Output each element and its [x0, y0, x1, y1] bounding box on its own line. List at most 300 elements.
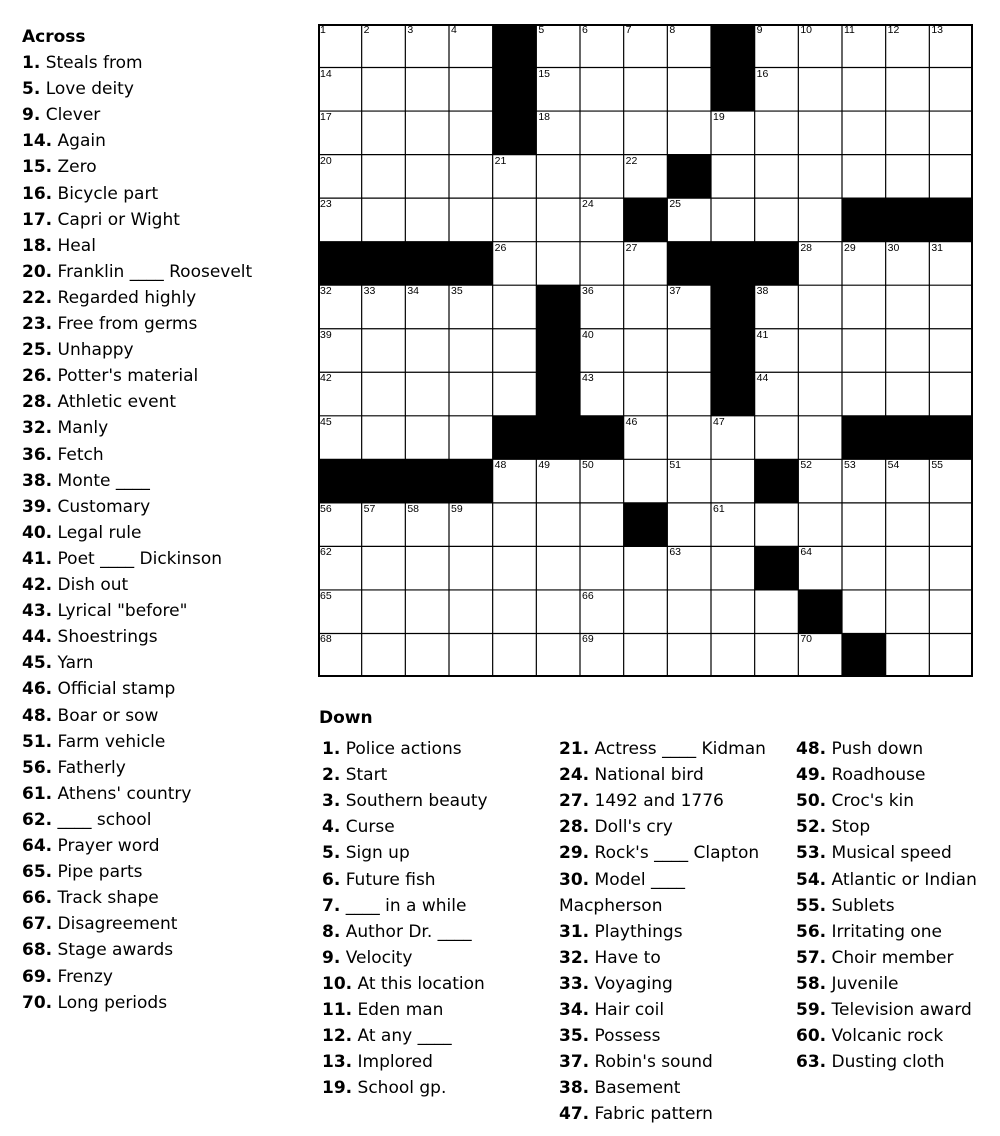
cell-number: 28: [800, 241, 813, 254]
cell-number: 13: [931, 24, 944, 36]
down-heading: Down: [319, 708, 373, 728]
clue-across: [22, 627, 158, 647]
clue-number: 56.: [22, 757, 53, 778]
clue-text: Start: [340, 765, 388, 786]
clue-number: 44.: [22, 627, 53, 648]
cell-number: 40: [582, 328, 594, 341]
clue-text: Poet ____ Dickinson: [52, 548, 223, 569]
clue-number: 67.: [22, 914, 53, 935]
clue-text: Actress ____ Kidman: [589, 739, 766, 759]
clue-number: 3.: [322, 791, 341, 812]
clue-number: 41.: [22, 548, 53, 569]
clue-number: 38.: [559, 1078, 590, 1099]
cell-number: 44: [756, 372, 769, 385]
clue-across: [22, 445, 104, 465]
clue-down-col3: [796, 922, 942, 942]
clue-text: Volcanic rock: [826, 1026, 944, 1047]
clue-number: 56.: [796, 921, 827, 942]
cell-number: 21: [494, 154, 507, 167]
clue-text: Potter's material: [52, 366, 199, 387]
clue-number: 53.: [796, 843, 827, 864]
cell-number: 68: [320, 633, 332, 646]
clue-down-col2: [559, 1000, 664, 1020]
cell-number: 19: [713, 111, 725, 124]
clue-number: 51.: [22, 731, 53, 752]
clue-number: 13.: [322, 1052, 353, 1073]
clue-across: [22, 601, 187, 621]
clue-down-col1: [322, 922, 472, 942]
clue-text: Track shape: [52, 888, 159, 909]
clue-down-col3: [796, 1026, 943, 1046]
clue-down-col1: [322, 1026, 452, 1046]
clue-text: ____ school: [52, 809, 152, 830]
clue-text: Frenzy: [52, 966, 113, 987]
crossword-grid: [318, 24, 973, 677]
cell-number: 10: [800, 24, 813, 36]
cell-number: 14: [320, 67, 332, 80]
cell-number: 9: [756, 24, 763, 36]
clue-text: Musical speed: [826, 843, 952, 864]
clue-down-col3: [796, 870, 977, 890]
clue-across: [22, 497, 150, 517]
cell-number: 26: [494, 241, 507, 254]
clue-text: Bicycle part: [52, 183, 159, 204]
cell-number: 45: [320, 415, 332, 428]
cell-number: 48: [494, 459, 507, 472]
clue-text: Pipe parts: [52, 862, 143, 883]
cell-number: 3: [407, 24, 414, 36]
cell-number: 36: [582, 285, 594, 298]
clue-across: [22, 706, 158, 726]
clue-number: 62.: [22, 809, 53, 830]
clue-number: 45.: [22, 653, 53, 674]
clue-number: 70.: [22, 992, 53, 1013]
clue-number: 25.: [22, 340, 53, 361]
cell-number: 18: [538, 111, 551, 124]
clue-text: Possess: [589, 1026, 661, 1047]
clue-across: [22, 53, 143, 73]
clue-text: At this location: [352, 973, 485, 994]
clue-number: 60.: [796, 1026, 827, 1047]
clue-number: 30.: [559, 869, 590, 890]
cell-number: 27: [625, 241, 638, 254]
clue-down-col1: [322, 843, 410, 863]
clue-text: Athens' country: [52, 783, 192, 804]
cell-number: 35: [451, 285, 463, 298]
clue-across: [22, 79, 134, 99]
clue-text: Irritating one: [826, 921, 943, 942]
clue-number: 7.: [322, 895, 341, 916]
cell-number: 62: [320, 546, 332, 559]
cell-number: 63: [669, 546, 682, 559]
clue-text: Unhappy: [52, 340, 134, 361]
clue-text: Police actions: [340, 739, 462, 759]
clue-text: Have to: [589, 947, 661, 968]
cell-number: 49: [538, 459, 551, 472]
clue-text: Voyaging: [589, 973, 673, 994]
clue-number: 26.: [22, 366, 53, 387]
clue-number: 65.: [22, 862, 53, 883]
clue-text: Macpherson: [559, 895, 663, 916]
clue-number: 59.: [796, 1000, 827, 1020]
clue-number: 19.: [322, 1078, 353, 1099]
clue-across: [22, 184, 158, 204]
cell-number: 59: [451, 502, 463, 515]
clue-number: 5.: [322, 843, 341, 864]
clue-across: [22, 392, 176, 412]
clue-number: 54.: [796, 869, 827, 890]
clue-text: Monte ____: [52, 470, 150, 491]
clue-number: 64.: [22, 836, 53, 856]
clue-text: Fabric pattern: [589, 1104, 713, 1125]
clue-number: 12.: [322, 1026, 353, 1047]
clue-number: 14.: [22, 131, 53, 152]
clue-text: Sublets: [826, 895, 895, 916]
clue-number: 24.: [559, 765, 590, 786]
clue-down-col1: [322, 1000, 443, 1020]
clue-text: Lyrical "before": [52, 601, 188, 622]
cell-number: 47: [713, 415, 725, 428]
clue-across: [22, 366, 198, 386]
clue-text: Sign up: [340, 843, 410, 864]
clue-number: 31.: [559, 921, 590, 942]
clue-down-col3: [796, 948, 954, 968]
cell-number: 64: [800, 546, 813, 559]
cell-number: 6: [582, 24, 588, 36]
clue-text: Stop: [826, 817, 871, 838]
clue-down-col2: [559, 817, 673, 837]
cell-number: 69: [582, 633, 594, 646]
clue-down-col2: [559, 739, 766, 759]
cell-number: 39: [320, 328, 332, 341]
clue-text: 1492 and 1776: [589, 791, 724, 812]
clue-across: [22, 157, 97, 177]
clue-number: 40.: [22, 522, 53, 543]
clue-across: [22, 810, 151, 830]
cell-number: 29: [844, 241, 856, 254]
clue-across: [22, 993, 167, 1013]
clue-down-col3: [796, 791, 914, 811]
clue-number: 48.: [22, 705, 53, 726]
clue-text: Legal rule: [52, 522, 142, 543]
cell-number: 30: [887, 241, 900, 254]
clue-number: 36.: [22, 444, 53, 465]
clue-text: Capri or Wight: [52, 209, 180, 230]
grid-lines: [318, 24, 973, 677]
clue-number: 16.: [22, 183, 53, 204]
clue-number: 1.: [22, 53, 41, 73]
clue-number: 48.: [796, 739, 827, 759]
clue-number: 37.: [559, 1052, 590, 1073]
clue-text: At any ____: [352, 1026, 452, 1047]
clue-across: [22, 210, 180, 230]
clue-text: Steals from: [40, 53, 143, 73]
cell-number: 11: [844, 24, 855, 36]
cell-number: 17: [320, 111, 332, 124]
clue-number: 52.: [796, 817, 827, 838]
clue-across: [22, 262, 252, 282]
clue-text: Zero: [52, 157, 97, 178]
clue-text: Regarded highly: [52, 287, 197, 308]
clue-down-col1: [322, 896, 466, 916]
clue-down-col2: [559, 1078, 680, 1098]
cell-number: 50: [582, 459, 594, 472]
cell-number: 55: [931, 459, 944, 472]
clue-number: 9.: [322, 947, 341, 968]
clue-number: 38.: [22, 470, 53, 491]
cell-number: 38: [756, 285, 769, 298]
clue-text: Hair coil: [589, 1000, 665, 1020]
clue-down-col2: [559, 843, 759, 863]
cell-number: 43: [582, 372, 594, 385]
clue-number: 17.: [22, 209, 53, 230]
clue-number: 68.: [22, 940, 53, 961]
clue-across: [22, 653, 93, 673]
cell-number: 2: [363, 24, 370, 36]
clue-across: [22, 105, 100, 125]
cell-number: 4: [451, 24, 457, 36]
clue-text: Yarn: [52, 653, 94, 674]
clue-number: 32.: [22, 418, 53, 439]
clue-across: [22, 549, 222, 569]
cell-number: 8: [669, 24, 676, 36]
clue-number: 61.: [22, 783, 53, 804]
clue-text: Clever: [40, 105, 101, 126]
clue-number: 29.: [559, 843, 590, 864]
clue-text: Prayer word: [52, 836, 160, 856]
clue-number: 11.: [322, 1000, 353, 1020]
cell-number: 12: [887, 24, 900, 36]
clue-text: Long periods: [52, 992, 168, 1013]
clue-text: Choir member: [826, 947, 954, 968]
clue-across: [22, 679, 175, 699]
clue-number: 63.: [796, 1052, 827, 1073]
clue-across: [22, 940, 173, 960]
clue-text: Robin's sound: [589, 1052, 713, 1073]
clue-text: Love deity: [40, 79, 134, 100]
clue-text: Croc's kin: [826, 791, 915, 812]
clue-text: ____ in a while: [340, 895, 467, 916]
clue-text: Basement: [589, 1078, 681, 1099]
clue-number: 28.: [559, 817, 590, 838]
clue-number: 2.: [322, 765, 341, 786]
clue-number: 4.: [322, 817, 341, 838]
cell-number: 34: [407, 285, 420, 298]
clue-across: [22, 523, 141, 543]
cell-number: 54: [887, 459, 900, 472]
clue-text: Television award: [826, 1000, 972, 1020]
clue-across: [22, 862, 143, 882]
clue-text: Shoestrings: [52, 627, 158, 648]
cell-number: 41: [756, 328, 769, 341]
cell-number: 24: [582, 198, 594, 211]
cell-number: 65: [320, 589, 332, 602]
clue-down-col2: [559, 922, 683, 942]
clue-number: 57.: [796, 947, 827, 968]
clue-text: Manly: [52, 418, 109, 439]
clue-text: Curse: [340, 817, 395, 838]
clue-text: Velocity: [340, 947, 413, 968]
clue-across: [22, 784, 191, 804]
clue-down-col1: [322, 739, 462, 759]
clue-down-col1: [322, 1078, 446, 1098]
clue-text: Franklin ____ Roosevelt: [52, 261, 253, 282]
clue-number: 49.: [796, 765, 827, 786]
clue-number: 43.: [22, 601, 53, 622]
clue-text: Fatherly: [52, 757, 126, 778]
clue-down-col3: [796, 843, 952, 863]
cell-number: 42: [320, 372, 332, 385]
clue-across: [22, 418, 108, 438]
cell-number: 56: [320, 502, 332, 515]
clue-down-col3: [796, 896, 895, 916]
clue-text: Free from germs: [52, 314, 198, 334]
clue-down-col3: [796, 1000, 972, 1020]
clue-down-col3: [796, 1052, 945, 1072]
clue-down-col2: [559, 791, 724, 811]
clue-down-col1: [322, 817, 395, 837]
cell-number: 1: [320, 24, 326, 36]
clue-across: [22, 914, 177, 934]
clue-across: [22, 732, 165, 752]
clue-number: 66.: [22, 888, 53, 909]
clue-text: Author Dr. ____: [340, 921, 472, 942]
clue-across: [22, 131, 106, 151]
clue-text: Juvenile: [826, 973, 899, 994]
clue-number: 35.: [559, 1026, 590, 1047]
clue-down-col3: [796, 739, 923, 759]
cell-number: 7: [625, 24, 632, 36]
clue-text: Boar or sow: [52, 705, 159, 726]
cell-number: 23: [320, 198, 332, 211]
clue-number: 47.: [559, 1104, 590, 1125]
clue-number: 50.: [796, 791, 827, 812]
clue-number: 15.: [22, 157, 53, 178]
clue-number: 22.: [22, 287, 53, 308]
cell-number: 70: [800, 633, 813, 646]
cell-number: 66: [582, 589, 594, 602]
clue-number: 39.: [22, 496, 53, 517]
clue-across: [22, 236, 96, 256]
clue-across: [22, 888, 159, 908]
clue-text: Athletic event: [52, 392, 177, 413]
clue-down-col2: [559, 974, 673, 994]
clue-text: Model ____: [589, 869, 685, 890]
clue-down-col2: [559, 765, 704, 785]
clue-number: 28.: [22, 392, 53, 413]
clue-number: 9.: [22, 105, 41, 126]
clue-number: 10.: [322, 973, 353, 994]
clue-text: Southern beauty: [340, 791, 488, 812]
clue-down-col2: [559, 1104, 713, 1124]
cell-number: 61: [713, 502, 725, 515]
clue-number: 23.: [22, 314, 53, 334]
cell-number: 33: [363, 285, 376, 298]
cell-number: 16: [756, 67, 769, 80]
clue-number: 20.: [22, 261, 53, 282]
clue-number: 1.: [322, 739, 341, 759]
clue-down-col2: [559, 1052, 713, 1072]
clue-text: Rock's ____ Clapton: [589, 843, 760, 864]
clue-text: Farm vehicle: [52, 731, 166, 752]
clue-text: Official stamp: [52, 679, 176, 700]
clue-text: Heal: [52, 235, 96, 256]
clue-down-col1: [322, 870, 436, 890]
clue-text: Disagreement: [52, 914, 178, 935]
clue-across: [22, 340, 134, 360]
clue-number: 8.: [322, 921, 341, 942]
clue-across: [22, 836, 160, 856]
clue-down-col1: [322, 765, 387, 785]
clue-text: Future fish: [340, 869, 436, 890]
clue-text: Customary: [52, 496, 151, 517]
clue-text: School gp.: [352, 1078, 447, 1099]
cell-number: 58: [407, 502, 420, 515]
clue-down-col1: [322, 1052, 433, 1072]
clue-text: Fetch: [52, 444, 104, 465]
clue-text: National bird: [589, 765, 704, 786]
clue-text: Eden man: [352, 1000, 444, 1020]
clue-text: Dusting cloth: [826, 1052, 945, 1073]
clue-down-col1: [322, 974, 485, 994]
clue-number: 46.: [22, 679, 53, 700]
clue-number: 27.: [559, 791, 590, 812]
clue-down-col2: [559, 896, 662, 916]
clue-number: 33.: [559, 973, 590, 994]
cell-number: 32: [320, 285, 332, 298]
clue-down-col2: [559, 1026, 660, 1046]
cell-number: 37: [669, 285, 682, 298]
clue-number: 42.: [22, 575, 53, 595]
clue-number: 34.: [559, 1000, 590, 1020]
clue-text: Push down: [826, 739, 924, 759]
across-heading: Across: [22, 27, 86, 47]
cell-number: 51: [669, 459, 682, 472]
clue-down-col3: [796, 765, 925, 785]
clue-across: [22, 967, 113, 987]
clue-text: Atlantic or Indian: [826, 869, 977, 890]
clue-text: Playthings: [589, 921, 683, 942]
clue-across: [22, 575, 128, 595]
clue-text: Implored: [352, 1052, 433, 1073]
clue-number: 69.: [22, 966, 53, 987]
cell-number: 25: [669, 198, 682, 211]
clue-text: Dish out: [52, 575, 129, 595]
cell-number: 53: [844, 459, 856, 472]
clue-down-col3: [796, 817, 870, 837]
clue-number: 58.: [796, 973, 827, 994]
cell-number: 5: [538, 24, 545, 36]
clue-text: Doll's cry: [589, 817, 673, 838]
clue-down-col1: [322, 791, 488, 811]
clue-down-col1: [322, 948, 412, 968]
clue-across: [22, 758, 126, 778]
clue-text: Roadhouse: [826, 765, 926, 786]
clue-across: [22, 288, 196, 308]
clue-number: 5.: [22, 79, 41, 100]
clue-text: Again: [52, 131, 106, 152]
clue-number: 32.: [559, 947, 590, 968]
cell-number: 31: [931, 241, 944, 254]
cell-number: 22: [625, 154, 638, 167]
cell-number: 57: [363, 502, 376, 515]
cell-number: 20: [320, 154, 332, 167]
clue-number: 6.: [322, 869, 341, 890]
clue-text: Stage awards: [52, 940, 174, 961]
cell-number: 15: [538, 67, 551, 80]
clue-across: [22, 471, 150, 491]
clue-number: 18.: [22, 235, 53, 256]
